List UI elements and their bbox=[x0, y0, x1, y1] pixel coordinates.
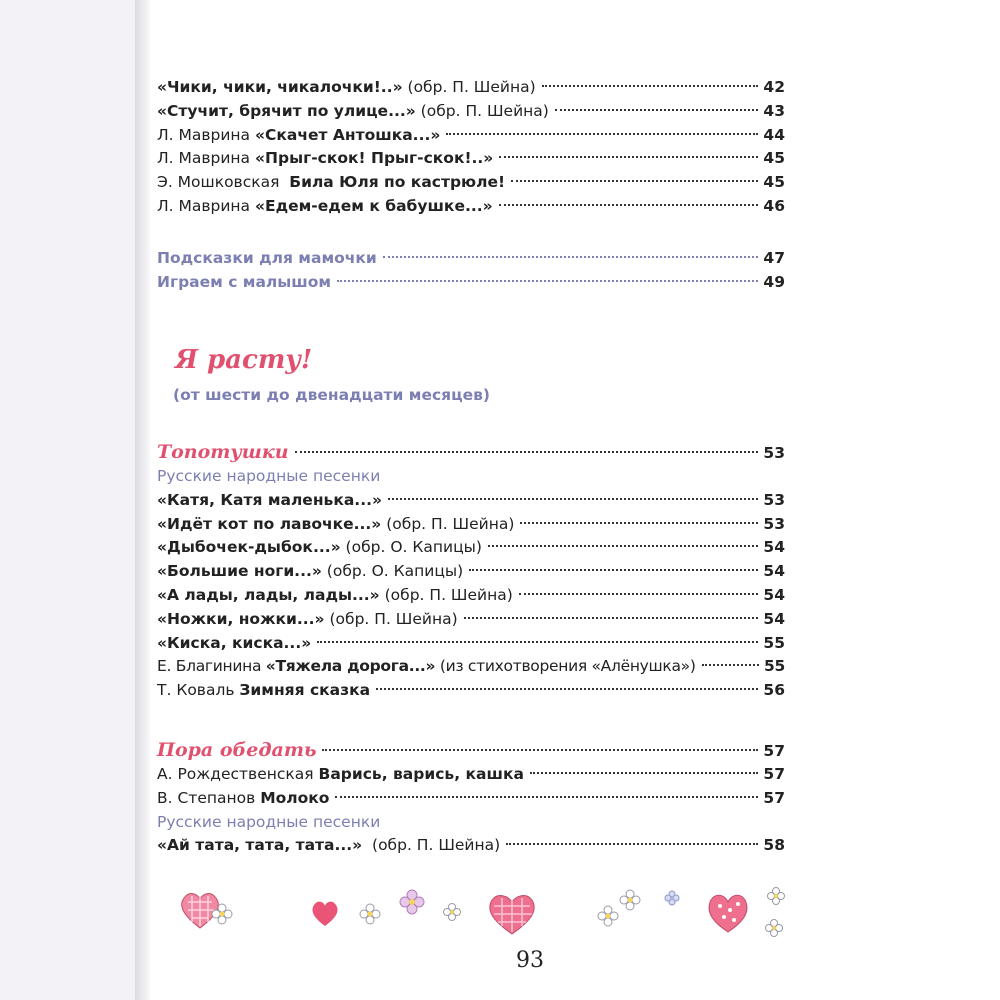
toc-entry-mom-tips[interactable]: Подсказки для мамочки 47 bbox=[157, 247, 785, 271]
toc-entry[interactable]: Т. Коваль Зимняя сказка 56 bbox=[157, 679, 785, 703]
page-ref: 54 bbox=[763, 609, 785, 628]
flower-icon bbox=[400, 890, 424, 914]
dot-leader bbox=[376, 688, 758, 690]
heart-icon bbox=[312, 902, 337, 926]
dot-leader bbox=[499, 204, 759, 206]
page-ref: 45 bbox=[763, 173, 785, 192]
page-ref: 53 bbox=[763, 490, 785, 509]
dot-leader bbox=[519, 593, 759, 595]
heart-icon bbox=[490, 896, 534, 934]
decorative-border bbox=[160, 876, 800, 946]
toc-block-1 bbox=[157, 76, 785, 219]
page-ref: 47 bbox=[763, 249, 785, 267]
toc-entry[interactable]: Э. Мошковская Била Юля по кастрюле! 45 bbox=[157, 171, 785, 195]
flower-icon bbox=[598, 906, 618, 926]
dot-leader bbox=[446, 133, 758, 135]
dot-leader bbox=[499, 156, 758, 158]
page-ref: 55 bbox=[764, 657, 785, 676]
page-ref: 54 bbox=[763, 585, 785, 604]
page-ref: 57 bbox=[763, 742, 785, 760]
dot-leader bbox=[388, 498, 758, 500]
toc-entry[interactable]: «Ножки, ножки...» (обр. П. Шейна) 54 bbox=[157, 608, 785, 632]
flower-icon bbox=[665, 891, 679, 905]
toc-block-2 bbox=[157, 247, 785, 295]
page-ref: 55 bbox=[763, 633, 785, 652]
toc-entry[interactable]: Л. Маврина «Прыг-скок! Прыг-скок!..» 45 bbox=[157, 147, 785, 171]
dot-leader bbox=[506, 843, 758, 845]
toc-entry[interactable]: Е. Благинина «Тяжела дорога...» (из стихотворения «Алёнушка») 55 bbox=[157, 655, 785, 679]
dot-leader bbox=[317, 641, 758, 643]
heart-icon bbox=[182, 894, 219, 928]
page-ref: 46 bbox=[763, 196, 785, 215]
toc-entry[interactable]: «Катя, Катя маленька...» 53 bbox=[157, 489, 785, 513]
dot-leader bbox=[337, 280, 758, 282]
page-ref: 54 bbox=[763, 562, 785, 581]
page-ref: 58 bbox=[763, 836, 785, 855]
section-subtitle: (от шести до двенадцати месяцев) bbox=[173, 386, 491, 404]
page-ref: 49 bbox=[763, 272, 785, 291]
page-ref: 42 bbox=[763, 78, 785, 96]
dot-leader bbox=[530, 772, 759, 774]
subheading-folk-songs: Русские народные песенки bbox=[157, 812, 381, 831]
dot-leader bbox=[464, 617, 759, 619]
toc-entry[interactable]: «Чики, чики, чикалочки!..» (обр. П. Шейна) 42 bbox=[157, 76, 785, 100]
page-ref: 43 bbox=[763, 101, 785, 120]
toc-entry[interactable]: «Дыбочек-дыбок...» (обр. О. Капицы) 54 bbox=[157, 536, 785, 560]
page-number: 93 bbox=[516, 948, 544, 973]
subheading-folk-songs: Русские народные песенки bbox=[157, 467, 381, 485]
page-ref: 57 bbox=[763, 788, 785, 807]
page-ref: 53 bbox=[763, 514, 785, 533]
page-ref: 53 bbox=[763, 444, 785, 462]
dot-leader bbox=[488, 545, 758, 547]
flower-icon bbox=[766, 920, 783, 937]
dot-leader bbox=[542, 85, 759, 87]
toc-entry[interactable]: А. Рождественская Варись, варись, кашка 57 bbox=[157, 763, 785, 787]
toc-block-pora-obedat bbox=[157, 737, 785, 858]
heart-icon bbox=[709, 895, 747, 932]
toc-block-topotushki bbox=[157, 439, 785, 703]
toc-entry[interactable]: «Киска, киска...» 55 bbox=[157, 632, 785, 656]
dot-leader bbox=[520, 522, 758, 524]
dot-leader bbox=[469, 569, 758, 571]
flower-icon bbox=[620, 890, 640, 910]
toc-entry[interactable]: Л. Маврина «Скачет Антошка...» 44 bbox=[157, 124, 785, 148]
toc-entry[interactable]: «Ай тата, тата, тата...» (обр. П. Шейна) 58 bbox=[157, 834, 785, 858]
toc-entry[interactable]: «А лады, лады, лады...» (обр. П. Шейна) 54 bbox=[157, 584, 785, 608]
toc-entry[interactable]: Л. Маврина «Едем-едем к бабушке...» 46 bbox=[157, 195, 785, 219]
toc-entry[interactable]: «Идёт кот по лавочке...» (обр. П. Шейна) 53 bbox=[157, 513, 785, 537]
chapter-heading-pora-obedat[interactable]: Пора обедать 57 bbox=[157, 737, 785, 763]
toc-entry[interactable]: «Большие ноги...» (обр. О. Капицы) 54 bbox=[157, 560, 785, 584]
toc-entry[interactable]: «Стучит, брячит по улице...» (обр. П. Шейна) 43 bbox=[157, 100, 785, 124]
page-ref: 54 bbox=[763, 538, 785, 557]
flower-icon bbox=[360, 904, 380, 924]
page-ref: 45 bbox=[763, 149, 785, 168]
page-ref: 57 bbox=[763, 765, 785, 783]
dot-leader bbox=[555, 109, 759, 111]
toc-entry-play[interactable]: Играем с малышом 49 bbox=[157, 271, 785, 295]
dot-leader bbox=[511, 180, 758, 182]
section-title: Я расту! bbox=[175, 345, 313, 375]
page-ref: 56 bbox=[763, 681, 785, 700]
toc-entry[interactable]: В. Степанов Молоко 57 bbox=[157, 787, 785, 811]
dot-leader bbox=[335, 796, 758, 798]
flower-icon bbox=[768, 888, 785, 905]
dot-leader bbox=[383, 256, 759, 258]
flower-icon bbox=[444, 904, 461, 921]
dot-leader bbox=[322, 749, 758, 751]
dot-leader bbox=[295, 451, 759, 453]
page-ref: 44 bbox=[763, 125, 785, 144]
dot-leader bbox=[702, 664, 759, 666]
chapter-heading-topotushki[interactable]: Топотушки 53 bbox=[157, 439, 785, 465]
